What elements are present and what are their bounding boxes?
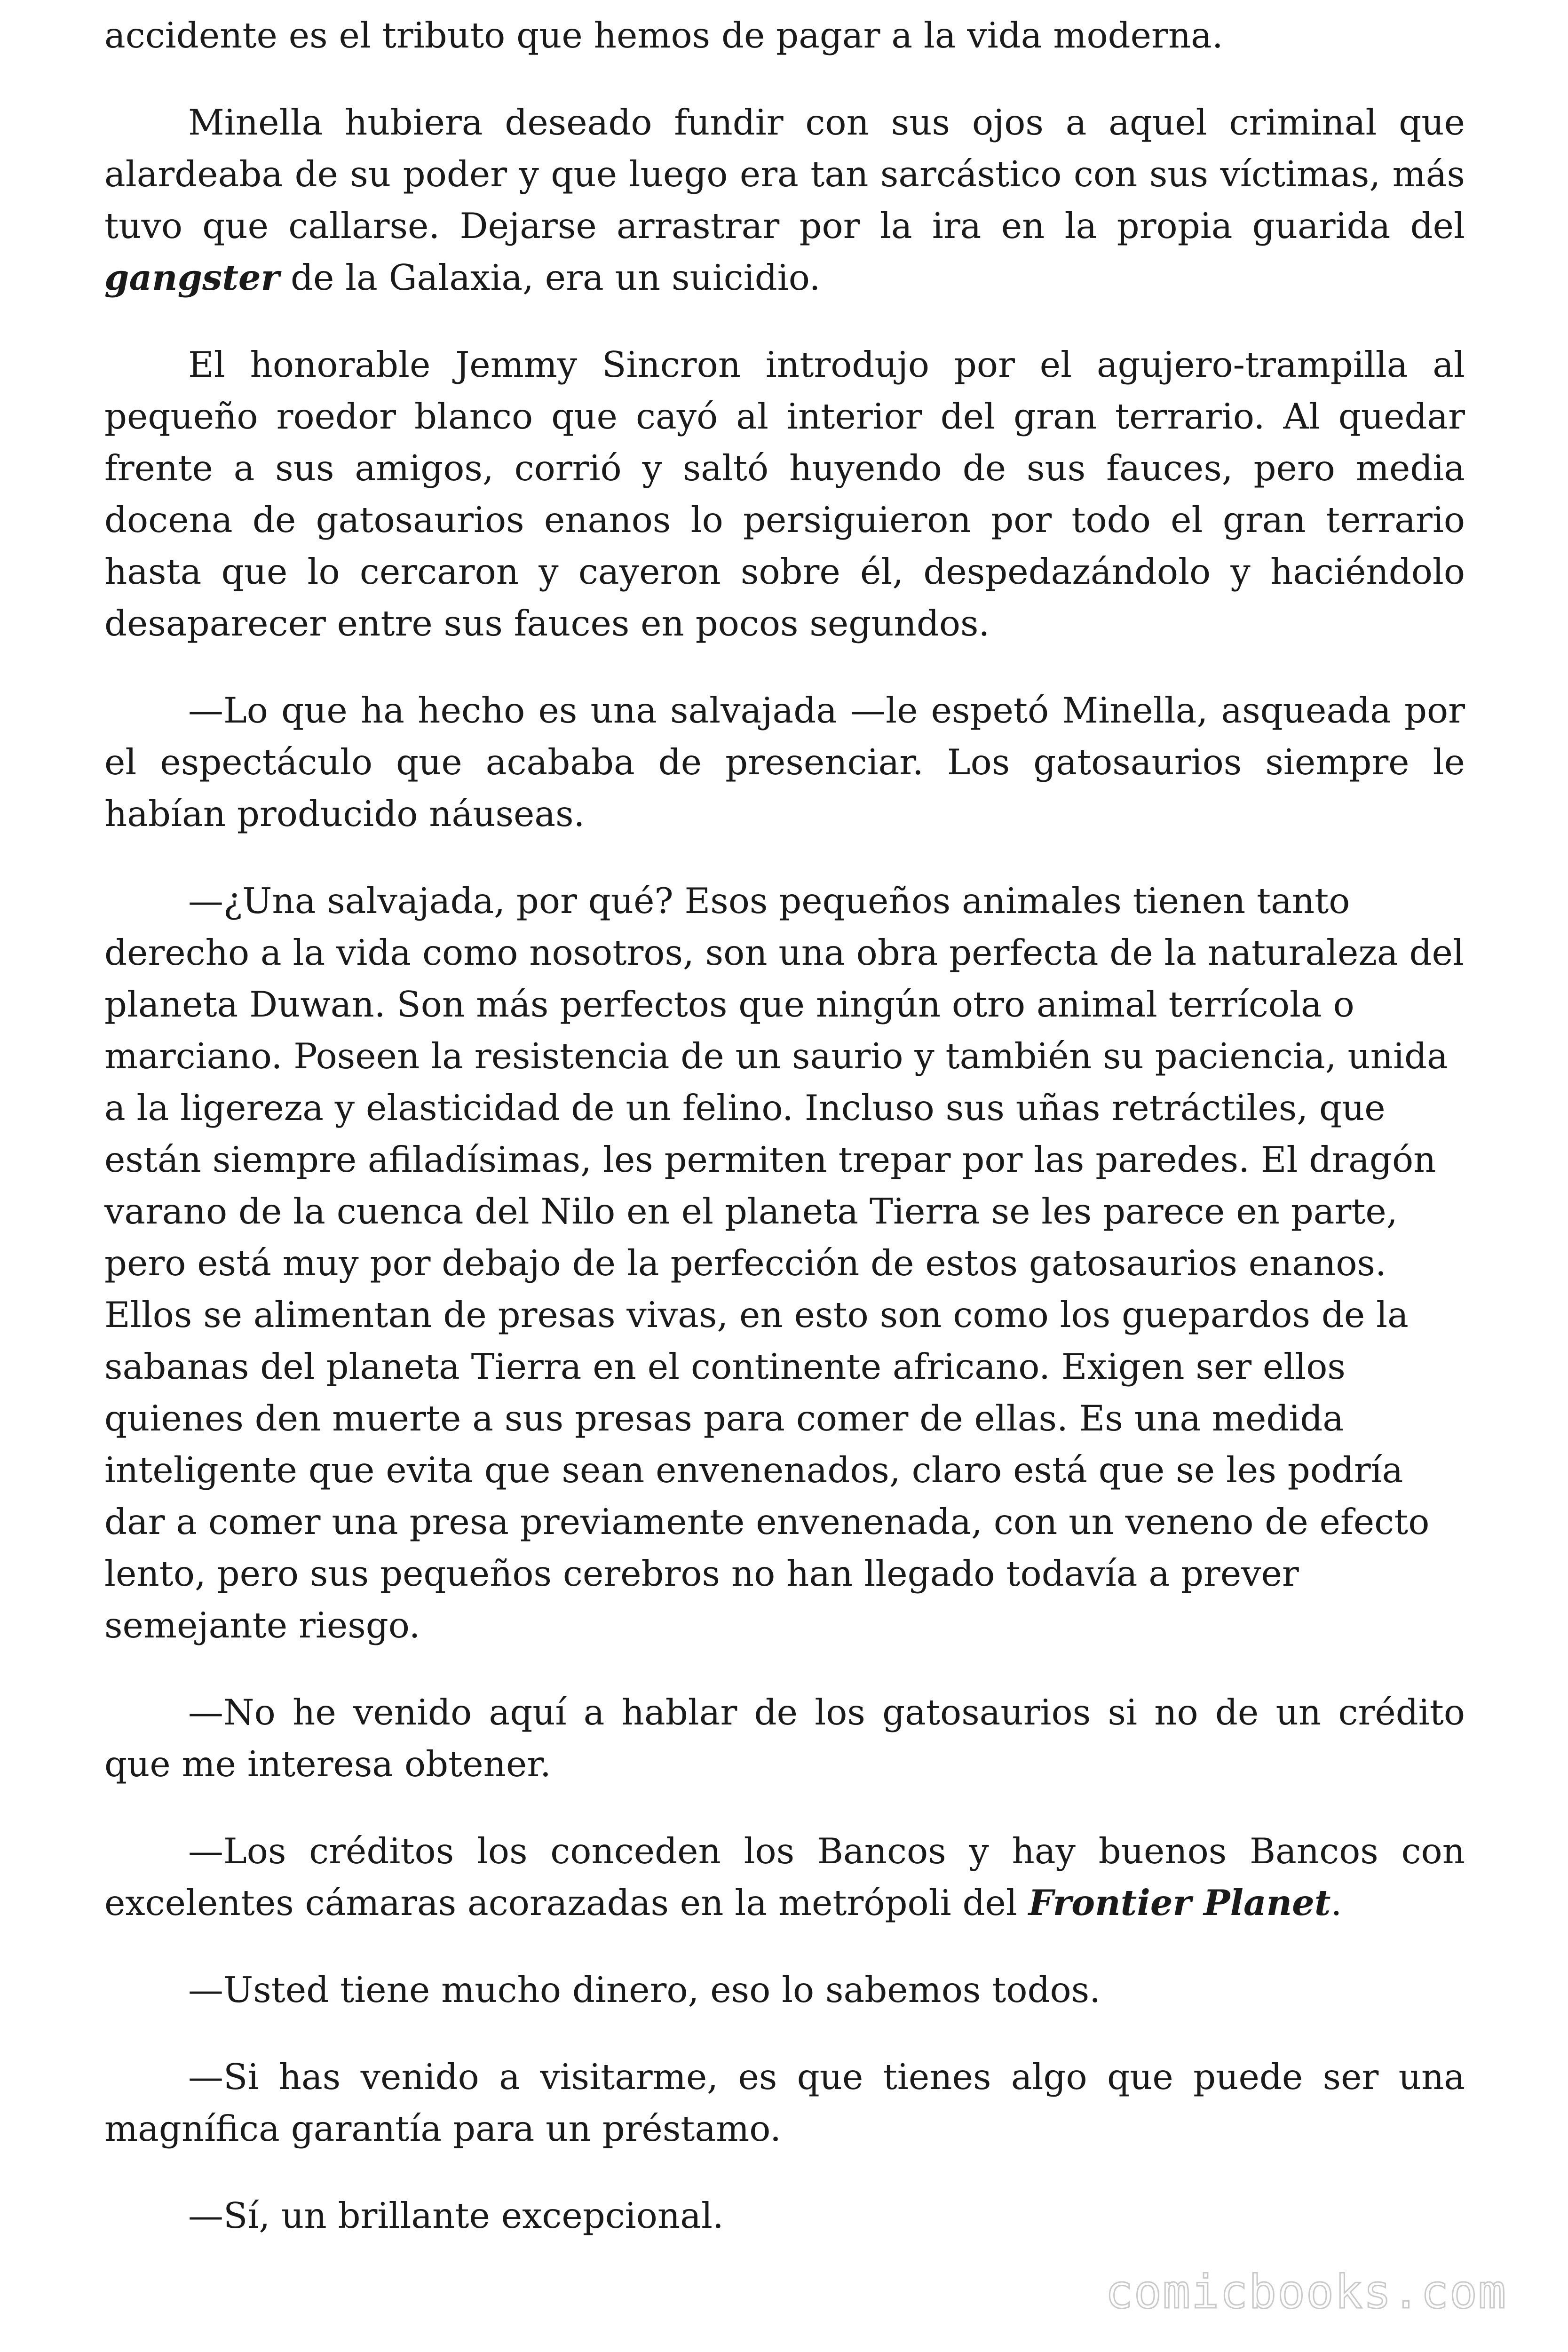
paragraph-text: —Lo que ha hecho es una salvajada —le espetó Minella, asqueada por el espectáculo que acababa de presenciar. Los gatosaurios siempre le habían producido náuseas.	[104, 690, 1465, 834]
paragraph-text: accidente es el tributo que hemos de pagar a la vida moderna.	[104, 15, 1223, 56]
page-body	[104, 9, 1465, 2277]
paragraph-4	[104, 684, 1465, 840]
paragraph-10	[104, 2190, 1465, 2241]
italic-term-frontier-planet: Frontier Planet	[1028, 1882, 1331, 1923]
paragraph-2	[104, 96, 1465, 303]
paragraph-text: —Si has venido a visitarme, es que tienes algo que puede ser una magnífica garantía para un préstamo.	[104, 2056, 1465, 2149]
paragraph-8	[104, 1964, 1465, 2016]
paragraph-text: —No he venido aquí a hablar de los gatosaurios si no de un crédito que me interesa obtener.	[104, 1692, 1465, 1785]
italic-term-gangster: gangster	[104, 257, 280, 298]
paragraph-6	[104, 1686, 1465, 1790]
paragraph-5	[104, 875, 1465, 1651]
paragraph-text: .	[1330, 1882, 1342, 1923]
paragraph-text: —Los créditos los conceden los Bancos y hay buenos Bancos con excelentes cámaras acorazadas en la metrópoli del	[104, 1830, 1465, 1923]
paragraph-1	[104, 9, 1465, 61]
paragraph-text: —Sí, un brillante excepcional.	[188, 2195, 724, 2236]
paragraph-text: —Usted tiene mucho dinero, eso lo sabemos todos.	[188, 1969, 1101, 2010]
paragraph-text: Minella hubiera deseado fundir con sus ojos a aquel criminal que alardeaba de su poder y que luego era tan sarcástico con sus víctimas, más tuvo que callarse. Dejarse arrastrar por la ira en la propia guarida del	[104, 102, 1465, 246]
paragraph-text: de la Galaxia, era un suicidio.	[279, 257, 821, 298]
paragraph-text: —¿Una salvajada, por qué? Esos pequeños animales tienen tanto derecho a la vida como nosotros, son una obra perfecta de la naturaleza del planeta Duwan. Son más perfectos que ningún otro animal terrícola o marciano. Poseen la resistencia de un saurio y también su paciencia, unida a la ligereza y elasticidad de un felino. Incluso sus uñas retráctiles, que están siempre afiladísimas, les permiten trepar por las paredes. El dragón varano de la cuenca del Nilo en el planeta Tierra se les parece en parte, pero está muy por debajo de la perfección de estos gatosaurios enanos. Ellos se alimentan de presas vivas, en esto son como los guepardos de la sabanas del planeta Tierra en el continente africano. Exigen ser ellos quienes den muerte a sus presas para comer de ellas. Es una medida inteligente que evita que sean envenenados, claro está que se les podría dar a comer una presa previamente envenenada, con un veneno de efecto lento, pero sus pequeños cerebros no han llegado todavía a prever semejante riesgo.	[104, 880, 1464, 1646]
paragraph-7	[104, 1825, 1465, 1929]
paragraph-3	[104, 339, 1465, 649]
paragraph-9	[104, 2051, 1465, 2154]
paragraph-text: El honorable Jemmy Sincron introdujo por el agujero-trampilla al pequeño roedor blanco que cayó al interior del gran terrario. Al quedar frente a sus amigos, corrió y saltó huyendo de sus fauces, pero media docena de gatosaurios enanos lo persiguieron por todo el gran terrario hasta que lo cercaron y cayeron sobre él, despedazándolo y haciéndolo desaparecer entre sus fauces en pocos segundos.	[104, 344, 1465, 644]
watermark-logo: comicbooks.com	[1105, 2265, 1507, 2319]
